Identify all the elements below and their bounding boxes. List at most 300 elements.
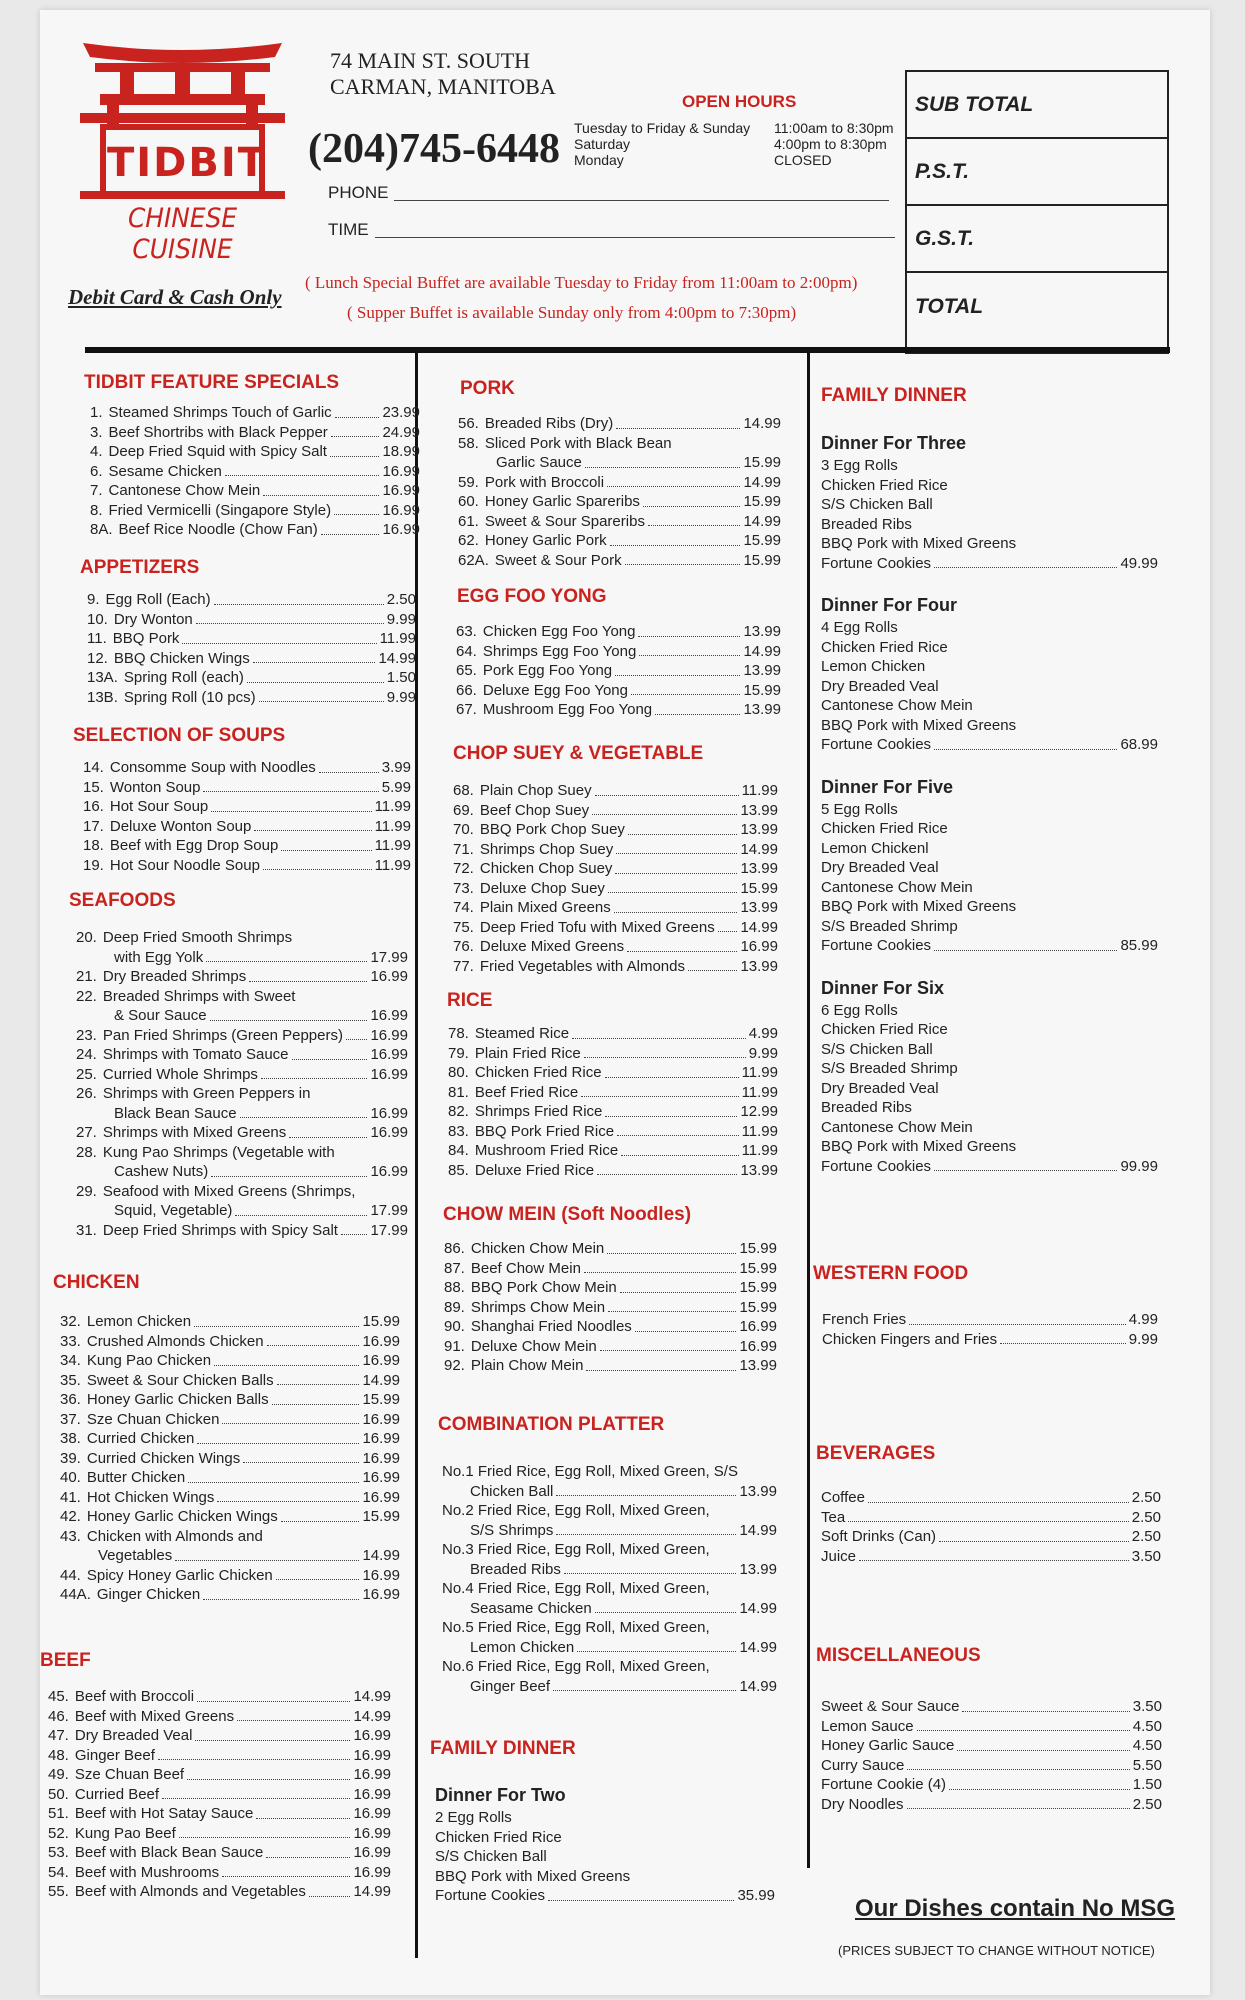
leader-dots (635, 1331, 737, 1332)
item-name: Sesame Chicken (108, 462, 222, 480)
item-name: Cantonese Chow Mein (108, 482, 261, 499)
menu-item (76, 1084, 408, 1104)
item-number: 81. (448, 1083, 469, 1101)
menu-item (456, 681, 781, 701)
item-price: 14.99 (740, 840, 778, 858)
menu-list (60, 1312, 400, 1605)
time-line (375, 223, 895, 238)
item-name: Ginger Chicken (96, 1586, 201, 1603)
item-number: 63. (456, 623, 477, 640)
item-name: Beef with Egg Drop Soup (109, 837, 279, 854)
leader-dots (595, 1612, 737, 1613)
leader-dots (240, 1117, 368, 1118)
menu-list (821, 1697, 1162, 1814)
item-number: 4. (90, 443, 103, 460)
item-price: 16.99 (370, 1026, 408, 1044)
leader-dots (909, 1324, 1126, 1325)
item-price: 16.99 (362, 1449, 400, 1467)
menu-item (458, 414, 781, 434)
item-number: 73. (453, 879, 474, 897)
leader-dots (934, 567, 1117, 568)
item-number: 79. (448, 1044, 469, 1062)
hours-time: 11:00am to 8:30pm (774, 120, 894, 136)
dinner-line: Chicken Fried Rice (821, 1021, 948, 1038)
dinner-line: BBQ Pork with Mixed Greens (821, 898, 1017, 915)
menu-list (456, 622, 781, 720)
leader-dots (331, 436, 380, 437)
item-price: 11.99 (741, 1083, 778, 1101)
leader-dots (631, 694, 740, 695)
menu-item-cont (76, 1006, 408, 1026)
item-number: 35. (60, 1371, 81, 1389)
item-price: 16.99 (362, 1410, 400, 1428)
leader-dots (235, 1215, 367, 1216)
item-price: 23.99 (382, 404, 420, 421)
leader-dots (617, 1135, 738, 1136)
item-price: 15.99 (739, 1279, 777, 1296)
item-number: 8A. (90, 521, 113, 538)
item-name: Dry Wonton (113, 610, 193, 628)
leader-dots (595, 795, 739, 796)
item-price: 16.99 (739, 1318, 777, 1335)
dinner-line: S/S Breaded Shrimp (821, 917, 958, 935)
dinner-line: S/S Breaded Shrimp (821, 1060, 958, 1077)
prices-note: (PRICES SUBJECT TO CHANGE WITHOUT NOTICE) (838, 1943, 1155, 1958)
item-price: 14.99 (362, 1371, 400, 1389)
address-line-1: 74 MAIN ST. SOUTH (330, 48, 531, 73)
section-title: RICE (447, 990, 493, 1011)
leader-dots (321, 534, 380, 535)
item-price: 2.50 (1131, 1508, 1161, 1526)
item-price: 4.50 (1132, 1717, 1162, 1735)
menu-item (90, 520, 420, 540)
item-number: 87. (444, 1259, 465, 1277)
menu-item (444, 1278, 777, 1298)
lunch-buffet-note: ( Lunch Special Buffet are available Tuesday to Friday from 11:00am to 2:00pm) (305, 273, 858, 292)
item-price: 14.99 (353, 1707, 391, 1725)
item-number: 36. (60, 1391, 81, 1408)
item-name-cont: Squid, Vegetable) (114, 1202, 233, 1219)
item-price: 13.99 (743, 623, 781, 640)
item-name: Shrimps with Tomato Sauce (102, 1046, 289, 1063)
menu-list (48, 1687, 391, 1902)
menu-item (60, 1488, 400, 1508)
menu-item (444, 1298, 777, 1318)
item-number: 58. (458, 434, 479, 452)
menu-item (83, 758, 411, 778)
item-name: Mushroom Egg Foo Yong (482, 701, 653, 718)
item-number: 10. (87, 610, 108, 628)
menu-item (83, 797, 411, 817)
dinner-title: Dinner For Two (435, 1785, 566, 1805)
menu-item (448, 1044, 778, 1064)
section-title: SEAFOODS (69, 890, 176, 911)
leader-dots (638, 636, 740, 637)
item-price: 24.99 (382, 423, 420, 441)
item-number: 7. (90, 482, 103, 499)
item-name-cont: Seasame Chicken (470, 1599, 592, 1617)
item-name: Deep Fried Smooth Shrimps (102, 929, 293, 946)
item-number: 76. (453, 938, 474, 955)
menu-item (456, 661, 781, 681)
item-number: 20. (76, 929, 97, 946)
item-name: Deep Fried Squid with Spicy Salt (108, 443, 327, 460)
menu-item (821, 1697, 1162, 1717)
section-title: SELECTION OF SOUPS (73, 725, 286, 746)
item-price: 12.99 (740, 1103, 778, 1120)
item-name: Wonton Soup (109, 778, 201, 796)
leader-dots (615, 675, 740, 676)
item-number: 88. (444, 1279, 465, 1296)
item-name: Pork with Broccoli (484, 473, 605, 491)
menu-list (458, 414, 781, 570)
item-name: Hot Chicken Wings (86, 1488, 215, 1506)
item-number: 71. (453, 840, 474, 858)
item-price: 5.99 (381, 778, 411, 796)
item-number: 62A. (458, 551, 489, 569)
leader-dots (556, 1495, 736, 1496)
total-cell: TOTAL (915, 294, 984, 318)
item-name: Seafood with Mixed Greens (Shrimps, (102, 1182, 356, 1200)
item-name: Plain Chow Mein (470, 1357, 584, 1374)
item-price: 16.99 (353, 1863, 391, 1881)
item-name: Fried Vermicelli (Singapore Style) (108, 501, 332, 519)
item-price: 3.50 (1132, 1698, 1162, 1715)
item-name: Honey Garlic Chicken Balls (86, 1391, 269, 1408)
dinner-price: 49.99 (1120, 554, 1158, 572)
leader-dots (607, 1253, 736, 1254)
leader-dots (277, 1384, 360, 1385)
item-name: Spicy Honey Garlic Chicken (86, 1566, 273, 1584)
item-number: 52. (48, 1824, 69, 1842)
menu-item (48, 1726, 391, 1746)
item-name: Honey Garlic Chicken Wings (86, 1508, 278, 1525)
item-number: 84. (448, 1142, 469, 1159)
menu-item (442, 1462, 777, 1482)
item-price: 16.99 (362, 1430, 400, 1447)
dinner-lines (821, 1001, 1158, 1157)
leader-dots (614, 912, 738, 913)
menu-item (60, 1410, 400, 1430)
item-price: 15.99 (739, 1298, 777, 1316)
dinner-line: 3 Egg Rolls (821, 457, 898, 474)
item-name-cont: Lemon Chicken (470, 1638, 575, 1656)
dinner-line: Chicken Fried Rice (821, 638, 948, 656)
dinner-line: Cantonese Chow Mein (821, 1118, 973, 1136)
leader-dots (939, 1541, 1129, 1542)
menu-item (453, 879, 778, 899)
item-name-cont: Garlic Sauce (496, 454, 582, 471)
item-name: BBQ Pork Fried Rice (474, 1122, 615, 1140)
menu-item (821, 1547, 1161, 1567)
item-name: BBQ Pork Chow Mein (470, 1279, 617, 1296)
menu-item (90, 442, 420, 462)
leader-dots (259, 701, 384, 702)
item-name: Butter Chicken (86, 1469, 186, 1486)
menu-item (442, 1657, 777, 1677)
item-name: Sweet & Sour Sauce (821, 1698, 960, 1715)
item-name: Chicken Fried Rice (474, 1064, 602, 1081)
menu-item (458, 551, 781, 571)
item-name: Curried Chicken Wings (86, 1449, 241, 1467)
dinner-lines (821, 618, 1158, 735)
menu-item (821, 1488, 1161, 1508)
menu-item (76, 967, 408, 987)
item-number: 49. (48, 1766, 69, 1783)
item-number: 80. (448, 1064, 469, 1081)
menu-item (60, 1371, 400, 1391)
phone-label: PHONE (328, 183, 389, 202)
item-name: BBQ Pork (112, 630, 180, 647)
item-price: 11.99 (741, 782, 778, 799)
item-number: 50. (48, 1785, 69, 1803)
item-number: 43. (60, 1527, 81, 1545)
item-name: Dry Breaded Veal (74, 1727, 193, 1744)
item-name: Breaded Ribs (Dry) (484, 415, 614, 432)
item-number: 23. (76, 1026, 97, 1044)
item-number: 61. (458, 512, 479, 530)
item-price: 2.50 (1131, 1489, 1161, 1506)
item-number: 53. (48, 1844, 69, 1861)
leader-dots (616, 428, 740, 429)
item-name-cont: Black Bean Sauce (114, 1104, 237, 1122)
leader-dots (548, 1900, 734, 1901)
family-dinner (821, 433, 1158, 573)
item-name: Kung Pao Chicken (86, 1352, 212, 1369)
menu-item (87, 610, 416, 630)
menu-item (83, 836, 411, 856)
section-title: CHOP SUEY & VEGETABLE (453, 743, 704, 764)
dinner-line: 4 Egg Rolls (821, 619, 898, 636)
dinner-line: S/S Chicken Ball (821, 1040, 933, 1058)
item-name: Coffee (821, 1489, 865, 1506)
leader-dots (610, 545, 741, 546)
leader-dots (577, 1651, 736, 1652)
item-name: Shrimps with Green Peppers in (102, 1085, 311, 1102)
section-title: BEEF (40, 1650, 91, 1671)
item-name-cont: S/S Shrimps (470, 1521, 554, 1539)
leader-dots (309, 1896, 351, 1897)
item-number: 66. (456, 681, 477, 699)
leader-dots (249, 981, 367, 982)
leader-dots (253, 662, 376, 663)
leader-dots (655, 714, 740, 715)
item-number: 74. (453, 899, 474, 916)
leader-dots (907, 1808, 1130, 1809)
item-price: 14.99 (739, 1677, 777, 1695)
dinner-line: Cantonese Chow Mein (821, 697, 973, 714)
subtotal-cell: SUB TOTAL (907, 72, 1167, 139)
item-name: Deluxe Chow Mein (470, 1337, 597, 1355)
item-price: 2.50 (386, 591, 416, 608)
item-price: 11.99 (374, 856, 411, 874)
family-dinner (821, 978, 1158, 1177)
leader-dots (584, 1272, 737, 1273)
dinner-price: 35.99 (737, 1887, 775, 1904)
item-number: 19. (83, 856, 104, 874)
dinner-line: Breaded Ribs (821, 515, 912, 533)
address-line-2: CARMAN, MANITOBA (330, 74, 556, 99)
item-name: Sze Chuan Beef (74, 1766, 185, 1783)
item-price: 14.99 (743, 473, 781, 491)
item-number: 39. (60, 1449, 81, 1467)
item-name: Curried Chicken (86, 1430, 195, 1447)
menu-item-cont (76, 948, 408, 968)
item-price: 1.50 (386, 669, 416, 686)
menu-item (87, 688, 416, 708)
menu-item (60, 1507, 400, 1527)
item-number: 24. (76, 1046, 97, 1063)
dinner-line: S/S Chicken Ball (435, 1848, 547, 1865)
leader-dots (592, 814, 737, 815)
menu-item (821, 1775, 1162, 1795)
item-name: Curry Sauce (821, 1756, 905, 1774)
dinner-line: BBQ Pork with Mixed Greens (821, 716, 1017, 734)
item-name: Tea (821, 1508, 846, 1526)
dinner-line: 2 Egg Rolls (435, 1809, 512, 1826)
menu-item (83, 817, 411, 837)
item-name: BBQ Pork Chop Suey (479, 821, 625, 838)
menu-item (83, 778, 411, 798)
item-number: 78. (448, 1025, 469, 1042)
item-name-cont: Breaded Ribs (470, 1560, 561, 1578)
menu-item-cont (442, 1560, 777, 1580)
dinner-lines (821, 456, 1158, 554)
item-price: 17.99 (370, 1202, 408, 1219)
menu-item (60, 1585, 400, 1605)
menu-item (442, 1501, 777, 1521)
phone-line (394, 186, 889, 201)
dinner-line: Cantonese Chow Mein (821, 878, 973, 896)
menu-item (456, 700, 781, 720)
leader-dots (917, 1730, 1130, 1731)
menu-item (448, 1141, 778, 1161)
menu-item (76, 1026, 408, 1046)
leader-dots (179, 1837, 351, 1838)
menu-item (48, 1843, 391, 1863)
item-number: 48. (48, 1746, 69, 1764)
item-name: Deluxe Mixed Greens (479, 938, 625, 955)
item-name: Shrimps Fried Rice (474, 1103, 603, 1120)
totals-box (905, 70, 1169, 354)
dinner-line: BBQ Pork with Mixed Greens (821, 535, 1017, 552)
menu-item (448, 1102, 778, 1122)
menu-item (76, 987, 408, 1007)
dinner-line: Dry Breaded Veal (821, 859, 939, 876)
item-price: 11.99 (374, 798, 411, 815)
item-name: Plain Mixed Greens (479, 899, 611, 916)
leader-dots (341, 1234, 368, 1235)
logo-subtitle: CHINESE CUISINE (127, 203, 238, 265)
item-name: Beef Fried Rice (474, 1083, 579, 1101)
item-name: Honey Garlic Spareribs (484, 493, 640, 510)
item-number: 3. (90, 423, 103, 441)
item-name: Deep Fried Tofu with Mixed Greens (479, 918, 715, 936)
menu-item (76, 1065, 408, 1085)
menu-item (60, 1566, 400, 1586)
menu-item (60, 1351, 400, 1371)
dinner-line: Dry Breaded Veal (821, 1079, 939, 1097)
section-title: FAMILY DINNER (430, 1738, 576, 1759)
time-label: TIME (328, 220, 369, 239)
header-divider (85, 347, 1170, 353)
item-name: Ginger Beef (74, 1746, 155, 1764)
leader-dots (281, 850, 371, 851)
menu-item (458, 531, 781, 551)
menu-item-cont (442, 1599, 777, 1619)
item-price: 13.99 (739, 1357, 777, 1374)
menu-item (48, 1863, 391, 1883)
item-price: 2.50 (1132, 1795, 1162, 1813)
item-name-cont: Chicken Ball (470, 1482, 554, 1500)
item-price: 16.99 (370, 1046, 408, 1063)
item-number: 72. (453, 860, 474, 877)
menu-item (60, 1429, 400, 1449)
item-name: Soft Drinks (Can) (821, 1528, 937, 1545)
item-number: 67. (456, 701, 477, 718)
leader-dots (162, 1798, 350, 1799)
section-title: TIDBIT FEATURE SPECIALS (84, 372, 340, 393)
time-field (328, 220, 895, 240)
leader-dots (222, 1876, 350, 1877)
menu-list (87, 590, 416, 707)
menu-item (453, 859, 778, 879)
leader-dots (203, 1599, 359, 1600)
menu-item (60, 1332, 400, 1352)
item-name: Kung Pao Shrimps (Vegetable with (102, 1143, 335, 1161)
section-title: PORK (460, 378, 515, 399)
leader-dots (572, 1038, 746, 1039)
leader-dots (187, 1779, 350, 1780)
leader-dots (267, 1345, 360, 1346)
item-name-cont: with Egg Yolk (114, 948, 204, 966)
leader-dots (203, 791, 378, 792)
menu-item (456, 622, 781, 642)
item-price: 16.99 (739, 1337, 777, 1355)
item-name: Beef Chow Mein (470, 1259, 581, 1277)
item-price: 16.99 (382, 521, 420, 538)
menu-item (448, 1024, 778, 1044)
menu-list (822, 1310, 1158, 1349)
menu-list (83, 758, 411, 875)
item-number: 11. (87, 630, 107, 647)
item-price: 11.99 (374, 817, 411, 835)
item-name: Shrimps Chow Mein (470, 1298, 606, 1316)
item-price: 4.50 (1132, 1737, 1162, 1754)
menu-item (60, 1390, 400, 1410)
item-price: 16.99 (382, 501, 420, 519)
menu-item (453, 957, 778, 977)
item-price: 11.99 (374, 837, 411, 854)
item-price: 16.99 (362, 1566, 400, 1584)
leader-dots (263, 495, 379, 496)
dinner-lines (821, 800, 1158, 937)
item-number: 25. (76, 1065, 97, 1083)
item-name: Beef with Broccoli (74, 1688, 195, 1705)
item-price: 3.99 (381, 759, 411, 776)
item-name: Chicken Fingers and Fries (822, 1330, 998, 1348)
item-price: 18.99 (382, 443, 420, 460)
dinner-title: Dinner For Four (821, 595, 957, 615)
leader-dots (319, 772, 379, 773)
menu-item (453, 918, 778, 938)
menu-item (87, 629, 416, 649)
dinner-for-two (435, 1785, 775, 1906)
menu-item (76, 1221, 408, 1241)
item-price: 13.99 (740, 860, 778, 877)
leader-dots (615, 873, 737, 874)
leader-dots (868, 1502, 1129, 1503)
